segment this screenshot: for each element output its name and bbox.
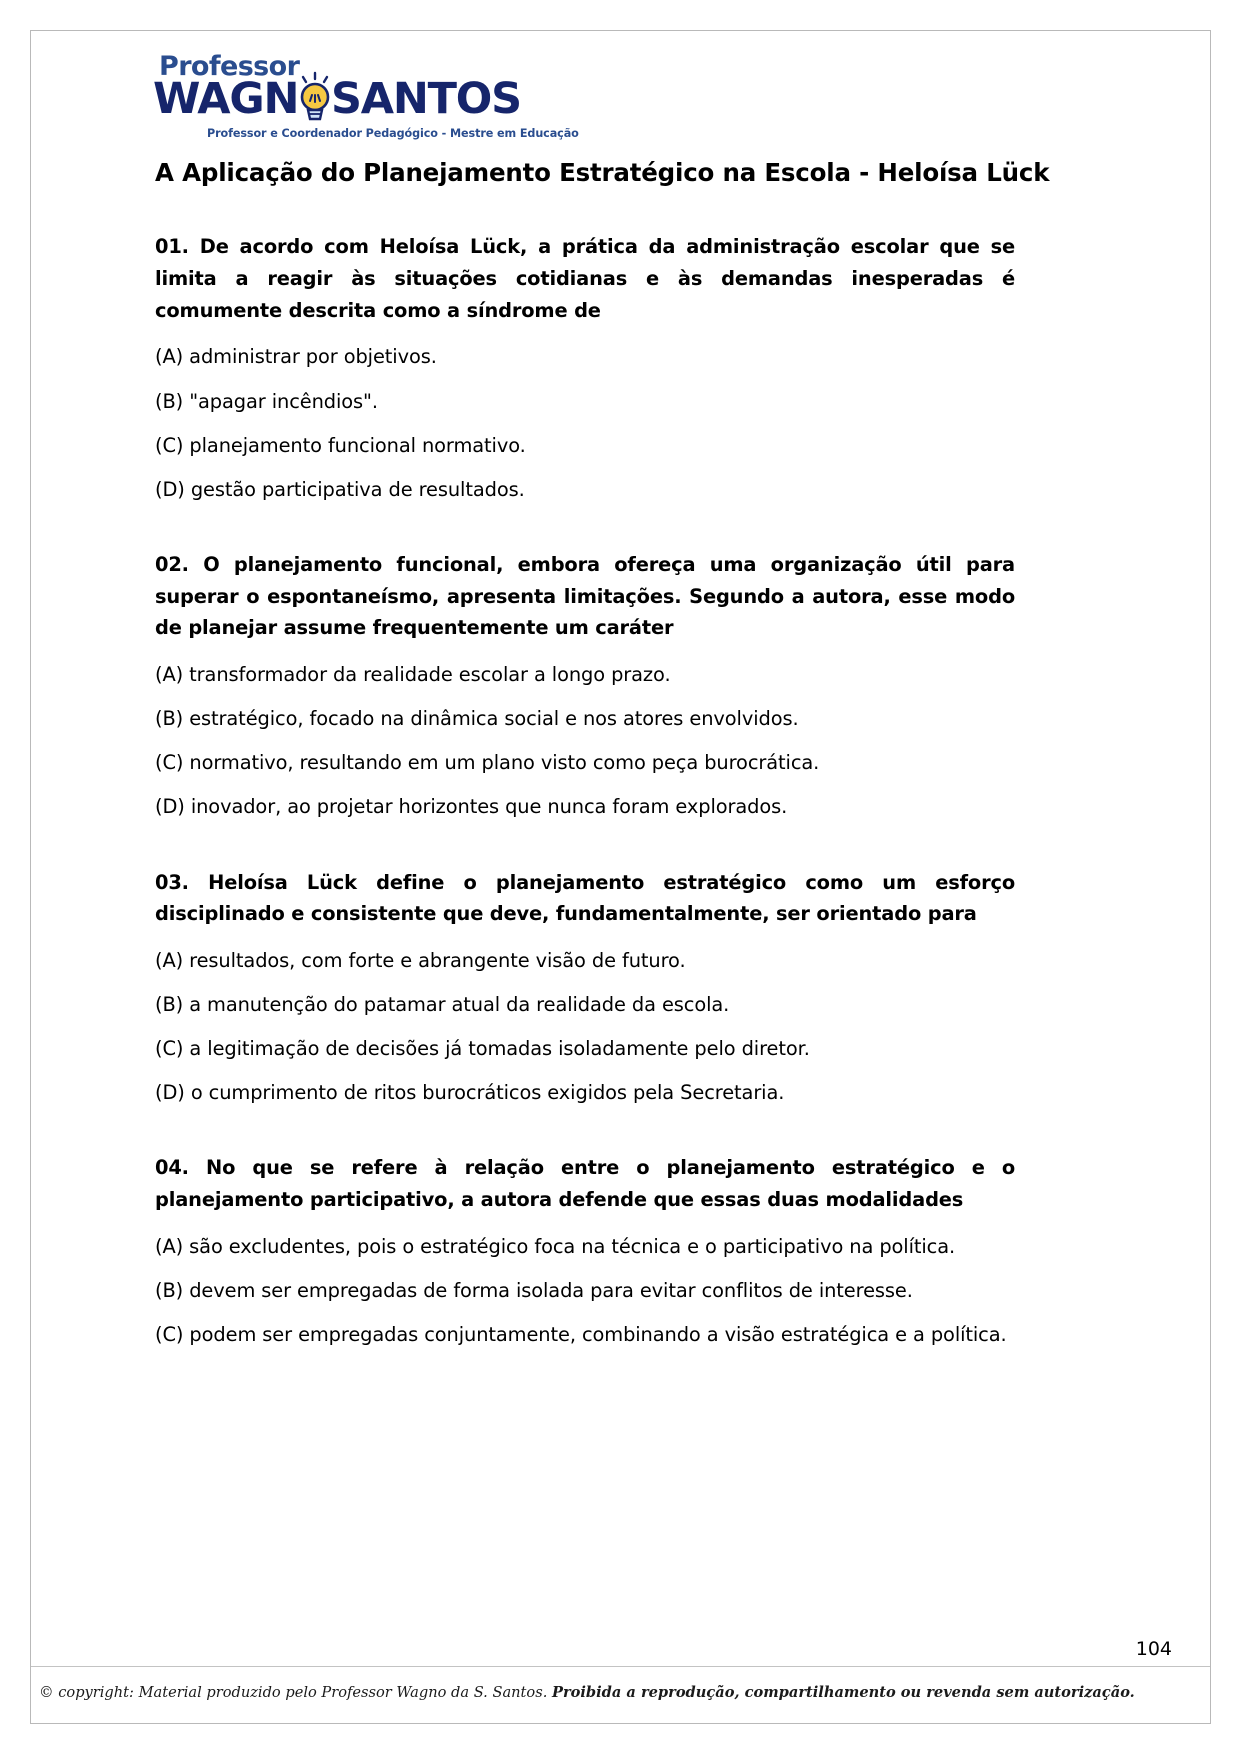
question-block — [155, 1152, 1015, 1350]
question-stem: 03. Heloísa Lück define o planejamento estratégico como um esforço disciplinado e consistente que deve, fundamentalmente, ser orientado para — [155, 870, 1015, 926]
question-option[interactable]: (B) devem ser empregadas de forma isolada para evitar conflitos de interesse. — [155, 1279, 913, 1303]
question-option[interactable]: (D) o cumprimento de ritos burocráticos exigidos pela Secretaria. — [155, 1081, 785, 1105]
question-option[interactable]: (C) a legitimação de decisões já tomadas isoladamente pelo diretor. — [155, 1037, 810, 1061]
logo-wagno-text: WAGN — [153, 74, 299, 124]
question-option[interactable]: (C) normativo, resultando em um plano visto como peça burocrática. — [155, 751, 820, 775]
lightbulb-icon — [294, 71, 336, 123]
question-stem: 01. De acordo com Heloísa Lück, a prática da administração escolar que se limita a reagir às situações cotidianas e às demandas inesperadas é comumente descrita como a síndrome de — [155, 235, 1015, 322]
page-title: A Aplicação do Planejamento Estratégico na Escola - Heloísa Lück — [155, 158, 1050, 187]
question-option[interactable]: (C) podem ser empregadas conjuntamente, combinando a visão estratégica e a política. — [155, 1323, 1007, 1347]
question-option[interactable]: (A) resultados, com forte e abrangente visão de futuro. — [155, 949, 686, 973]
question-option[interactable]: (A) transformador da realidade escolar a longo prazo. — [155, 663, 671, 687]
footer-divider — [31, 1666, 1210, 1667]
question-stem: 02. O planejamento funcional, embora ofereça uma organização útil para superar o espontaneísmo, apresenta limitações. Segundo a autora, esse modo de planejar assume frequentemente um caráter — [155, 552, 1015, 640]
question-option[interactable]: (B) "apagar incêndios". — [155, 389, 378, 413]
copyright-plain-text: © copyright: Material produzido pelo Professor Wagno da S. Santos. — [39, 1684, 548, 1701]
copyright-warning-text: Proibida a reprodução, compartilhamento ou revenda sem autorização. — [551, 1684, 1135, 1701]
question-block — [155, 549, 1015, 823]
question-option[interactable]: (B) a manutenção do patamar atual da realidade da escola. — [155, 993, 730, 1017]
question-option[interactable]: (B) estratégico, focado na dinâmica social e nos atores envolvidos. — [155, 707, 799, 731]
brand-logo — [153, 51, 579, 156]
question-option[interactable]: (A) são excludentes, pois o estratégico foca na técnica e o participativo na política. — [155, 1235, 956, 1259]
question-block — [155, 231, 1015, 505]
copyright-notice — [39, 1684, 1199, 1701]
question-option[interactable]: (D) gestão participativa de resultados. — [155, 477, 525, 501]
page-content — [31, 31, 1210, 1723]
question-stem: 04. No que se refere à relação entre o planejamento estratégico e o planejamento participativo, a autora defende que essas duas modalidades — [155, 1156, 1015, 1212]
question-block — [155, 867, 1015, 1109]
logo-santos-text: SANTOS — [331, 74, 521, 124]
questions-list — [155, 231, 1015, 1350]
question-option[interactable]: (C) planejamento funcional normativo. — [155, 433, 526, 457]
logo-tagline: Professor e Coordenador Pedagógico - Mestre em Educação — [207, 127, 579, 140]
logo-professor-text: Professor — [159, 51, 300, 82]
question-option[interactable]: (A) administrar por objetivos. — [155, 345, 437, 369]
page-number: 104 — [1135, 1638, 1172, 1660]
question-option[interactable]: (D) inovador, ao projetar horizontes que nunca foram explorados. — [155, 795, 788, 819]
